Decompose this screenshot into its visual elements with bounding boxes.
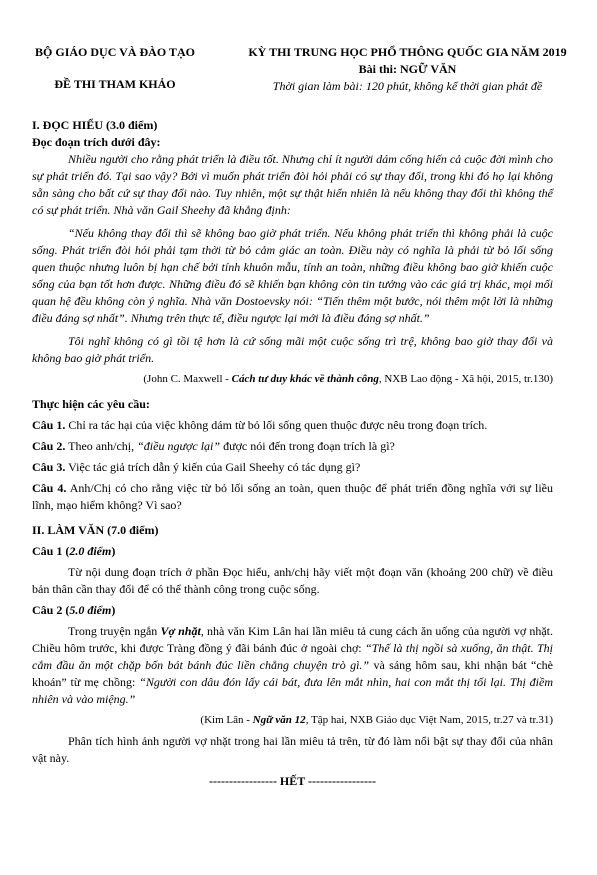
exam-title: KỲ THI TRUNG HỌC PHỔ THÔNG QUỐC GIA NĂM 2019 [248,45,567,59]
writing-question-1-text: Từ nội dung đoạn trích ở phần Đọc hiểu, anh/chị hãy viết một đoạn văn (khoảng 200 chữ) về điều bản thân cần thay đổi để có thể thành công trong cuộc sống. [32,565,553,596]
question-2-text-post: được nói đến trong đoạn trích là gì? [220,439,395,453]
writing-q1-score: 2.0 điểm [69,544,112,558]
question-3-label: Câu 3. [32,460,66,474]
question-1-text: Chỉ ra tác hại của việc không dám từ bỏ lối sống quen thuộc được nêu trong đoạn trích. [65,418,488,432]
q2-citation-book: Ngữ văn 12 [252,714,306,726]
question-1-label: Câu 1. [32,418,66,432]
passage-citation [32,371,553,388]
question-4 [32,480,553,514]
passage-paragraph-1: Nhiều người cho rằng phát triển là điều tốt. Nhưng chỉ ít người dám cống hiến cả cuộc đời mình cho sự phát triển đó. Tại sao vậy? Bởi vì muốn phát triển đòi hỏi phải có sự thay đổi, trong khi đó họ lại không sẵn sàng cho bất cứ sự thay đổi nào. Tuy nhiên, một sự thật hiển nhiên là nếu không thay đổi thì không thể có sự phát triển. Nhà văn Gail Sheehy đã khẳng định: [32,152,553,217]
section2-title: II. LÀM VĂN (7.0 điểm) [32,523,159,537]
passage-paragraph-2: “Nếu không thay đổi thì sẽ không bao giờ phát triển. Nếu không phát triển thì không phải là cuộc sống. Phát triển đòi hỏi phải tạm thời từ bỏ cảm giác an toàn. Điều này có nghĩa là phải từ bỏ lối sống quen thuộc nhưng luôn bị hạn chế bởi tính khuôn mẫu, tính an toàn, những điều không bao giờ khiến cuộc sống của bạn tốt hơn được. Những điều đó sẽ khiến bạn không còn tin tưởng vào các giá trị khác, mọi mối quan hệ đều không còn ý nghĩa. Nhà văn Dostoevsky nói: “Tiến thêm một bước, nói thêm một lời là những điều đáng sợ nhất”. Nhưng trên thực tế, điều ngược lại mới là điều đáng sợ nhất.” [32,226,553,325]
time-label: Thời gian làm bài: 120 phút, không kể thời gian phát đề [272,79,543,93]
citation-suffix: , NXB Lao động - Xã hội, 2015, tr.130) [378,373,553,385]
question-1 [32,417,553,434]
question-3-text: Việc tác giả trích dẫn ý kiến của Gail Sheehy có tác dụng gì? [65,460,361,474]
question-4-label: Câu 4. [32,481,67,495]
writing-q2-citation [32,712,553,729]
passage-paragraph-3: Tôi nghĩ không có gì tồi tệ hơn là cứ sống mãi một cuộc sống trì trệ, không bao giờ thay đổi và không bao giờ phát triển. [32,334,553,365]
question-4-text: Anh/Chị có cho rằng việc từ bỏ lối sống an toàn, quen thuộc để phát triển đồng nghĩa với sự liều lĩnh, mạo hiểm không? Vì sao? [32,481,553,512]
exam-content [32,117,553,790]
writing-question-2-prompt [32,623,553,708]
prompt-text-3: và sáng hôm sau, khi nhận bát “chè khoán” từ mẹ chồng: [32,658,553,689]
exam-type-label: ĐỀ THI THAM KHẢO [54,77,176,91]
subject-label: Bài thi: NGỮ VĂN [358,62,457,76]
writing-q1-label: Câu 1 ( [32,544,70,558]
writing-q1-close: ) [111,544,116,558]
header-left [30,44,200,93]
writing-q2-score: 5.0 điểm [69,603,112,617]
prompt-text-2: , nhà văn Kim Lân hai lần miêu tả cung cách ăn uống của người vợ nhặt. Chiều hôm trước, khi được Tràng đồng ý đãi bánh đúc ở ngoài chợ: [32,624,554,655]
question-3 [32,459,553,476]
question-2-label: Câu 2. [32,439,66,453]
citation-book-title: Cách tư duy khác về thành công [231,373,379,385]
writing-question-2-task: Phân tích hình ảnh người vợ nhặt trong hai lần miêu tả trên, từ đó làm nổi bật sự thay đổi của nhân vật này. [32,734,553,765]
question-2-quote: “điều ngược lại” [137,439,221,453]
prompt-quote-1: “Thế là thị ngồi sà xuống, ăn thật. Thị cắm đầu ăn một chặp bốn bát bánh đúc liền chẳng chuyện trò gì.” [32,641,553,672]
section1-subtitle: Đọc đoạn trích dưới đây: [32,135,161,149]
writing-question-2-heading [32,602,553,619]
q2-citation-prefix: (Kim Lân - [200,714,253,726]
question-2 [32,438,553,455]
ministry-name: BỘ GIÁO DỤC VÀ ĐÀO TẠO [35,45,195,59]
work-title: Vợ nhặt [160,624,201,638]
writing-q2-close: ) [111,603,116,617]
prompt-text-1: Trong truyện ngắn [68,624,161,638]
tasks-title: Thực hiện các yêu cầu: [32,397,150,411]
citation-prefix: (John C. Maxwell - [143,373,232,385]
prompt-quote-2: “Người con dâu đón lấy cái bát, đưa lên mắt nhìn, hai con mắt thị tối lại. Thị điềm nhiên và vào miệng.” [32,675,553,706]
writing-q2-label: Câu 2 ( [32,603,70,617]
q2-citation-suffix: , Tập hai, NXB Giáo dục Việt Nam, 2015, tr.27 và tr.31) [305,714,553,726]
end-marker: ----------------- HẾT ----------------- [209,774,376,788]
writing-question-1-heading [32,543,553,560]
question-2-text-pre: Theo anh/chị, [65,439,138,453]
header-right [240,44,575,95]
section1-title: I. ĐỌC HIỂU (3.0 điểm) [32,118,158,132]
